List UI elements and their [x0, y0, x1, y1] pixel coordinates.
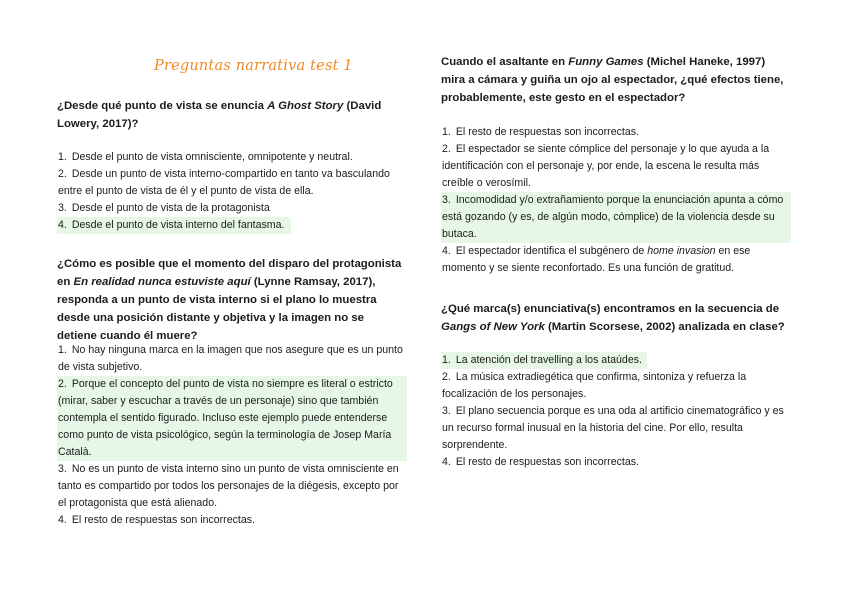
answer-option: 4. El resto de respuestas son incorrectas. [58, 514, 255, 526]
film-title: A Ghost Story [267, 100, 344, 112]
answers-4 [441, 352, 791, 471]
answers-1 [57, 149, 407, 234]
answer-option: 4. El espectador identifica el subgénero de home invasion en ese momento y se siente reconfortado. Es una función de gratitud. [442, 245, 751, 274]
answer-option-correct: 4. Desde el punto de vista interno del fantasma. [57, 217, 291, 234]
answer-option: 2. La música extradiegética que confirma, sintoniza y refuerza la focalización de los personajes. [442, 371, 747, 400]
question-text: Cuando el asaltante en [441, 56, 569, 68]
film-title: Gangs of New York [441, 321, 545, 333]
answer-option-correct: 2. Porque el concepto del punto de vista no siempre es literal o estricto (mirar, saber y escuchar a través de un personaje) sino que también contempla el sentido figurado. Incluso este ejemplo puede entenderse como punto de vista psicológico, según la terminología de Josep María Català. [57, 376, 407, 461]
question-text: ¿Desde qué punto de vista se enuncia [57, 100, 268, 112]
answer-option: 4. El resto de respuestas son incorrectas. [442, 456, 639, 468]
answer-option: 3. No es un punto de vista interno sino un punto de vista omnisciente en tanto es compartido por todos los personajes de la diégesis, excepto por el protagonista que está alienado. [58, 463, 399, 509]
subgenre-term: home invasion [647, 245, 716, 257]
answer-option: 3. El plano secuencia porque es una oda al artificio cinematográfico y es un recurso formal inusual en la historia del cine. Por ello, resulta sorprendente. [442, 405, 784, 451]
answer-option: 2. Desde un punto de vista interno-compartido en tanto va basculando entre el punto de vista de él y el punto de vista de ella. [58, 168, 390, 197]
answer-option-correct: 1. La atención del travelling a los ataúdes. [441, 352, 647, 369]
answers-3 [441, 124, 791, 277]
question-4 [441, 300, 791, 336]
question-text: ¿Cómo es posible que el momento del disparo del protagonista en [57, 258, 402, 288]
question-text: (David Lowery, 2017)? [57, 100, 382, 130]
question-1 [57, 97, 402, 133]
question-text: ¿Qué marca(s) enunciativa(s) encontramos en la secuencia de [441, 303, 780, 315]
question-text: (Martin Scorsese, 2002) analizada en clase? [544, 321, 785, 333]
question-text: (Michel Haneke, 1997) mira a cámara y guiña un ojo al espectador, ¿qué efectos tiene, probablemente, este gesto en el espectador? [441, 56, 784, 104]
answer-option: 1. Desde el punto de vista omnisciente, omnipotente y neutral. [58, 151, 353, 163]
question-text: (Lynne Ramsay, 2017), responda a un punto de vista interno si el plano lo muestra desde una posición distante y objetiva y la imagen no se detiene cuando él muere? [57, 276, 377, 342]
question-3 [441, 53, 786, 107]
page-title: Preguntas narrativa test 1 [154, 58, 353, 74]
film-title: En realidad nunca estuviste aquí [73, 276, 251, 288]
answer-option: 2. El espectador se siente cómplice del personaje y lo que ayuda a la identificación con el personaje y, por ende, la escena le resulta más creíble o verosímil. [442, 143, 770, 189]
answer-option-correct: 3. Incomodidad y/o extrañamiento porque la enunciación apunta a cómo está gozando (y es, de algún modo, cómplice) de la violencia desde su butaca. [441, 192, 791, 243]
film-title: Funny Games [568, 56, 644, 68]
question-2 [57, 255, 407, 345]
answer-option: 1. No hay ninguna marca en la imagen que nos asegure que es un punto de vista subjetivo. [58, 344, 403, 373]
answer-option: 3. Desde el punto de vista de la protagonista [58, 202, 270, 214]
answers-2 [57, 342, 407, 529]
answer-option: 1. El resto de respuestas son incorrectas. [442, 126, 639, 138]
